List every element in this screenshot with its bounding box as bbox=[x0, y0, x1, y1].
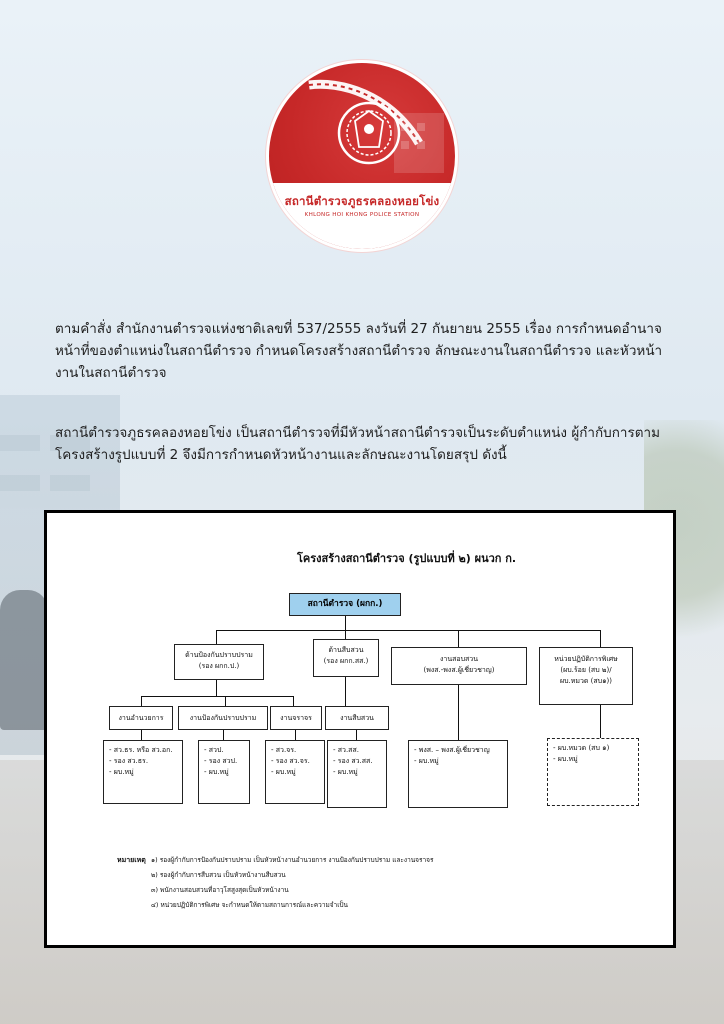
staff-item: - พงส. – พงส.ผู้เชี่ยวชาญ bbox=[414, 746, 490, 754]
connector-line bbox=[600, 705, 601, 738]
division-inquiry bbox=[391, 647, 527, 685]
head-box: สถานีตำรวจ (ผกก.) bbox=[289, 593, 401, 616]
intro-paragraph: ตามคำสั่ง สำนักงานตำรวจแห่งชาติเลขที่ 537/2555 ลงวันที่ 27 กันยายน 2555 เรื่อง การกำหนดอำนาจหน้าที่ของตำแหน่งในสถานีตำรวจ กำหนดโครงสร้างสถานีตำรวจ ลักษณะงานในสถานีตำรวจ และหัวหน้างานในสถานีตำรวจ bbox=[55, 321, 663, 381]
staff-traffic bbox=[265, 740, 325, 804]
connector-line bbox=[295, 730, 296, 740]
staff-item: - รอง สว.ธร. bbox=[109, 757, 149, 765]
staff-item: - รอง สว.จร. bbox=[271, 757, 310, 765]
staff-investigation bbox=[327, 740, 387, 808]
division-prevention-title: ด้านป้องกันปราบปราม bbox=[185, 651, 253, 659]
note-item: ๒) รองผู้กำกับการสืบสวน เป็นหัวหน้างานสืบสวน bbox=[151, 871, 286, 879]
connector-line bbox=[216, 630, 600, 631]
staff-admin bbox=[103, 740, 183, 804]
staff-inquiry bbox=[408, 740, 508, 808]
connector-line bbox=[216, 630, 217, 644]
division-special-ops-head: (ผบ.ร้อย (สบ ๒)/ bbox=[560, 666, 612, 674]
division-inquiry-head: (พงส.-พงส.ผู้เชี่ยวชาญ) bbox=[423, 666, 495, 674]
connector-line bbox=[600, 630, 601, 647]
staff-item: - ผบ.หมวด (สบ ๑) bbox=[553, 744, 610, 752]
division-special-ops bbox=[539, 647, 633, 705]
unit-prevention: งานป้องกันปราบปราม bbox=[178, 706, 268, 730]
division-investigation-head: (รอง ผกก.สส.) bbox=[323, 657, 369, 665]
division-prevention bbox=[174, 644, 264, 680]
staff-item: - ผบ.หมู่ bbox=[414, 757, 439, 765]
unit-admin: งานอำนวยการ bbox=[109, 706, 173, 730]
station-paragraph: สถานีตำรวจภูธรคลองหอยโข่ง เป็นสถานีตำรวจที่มีหัวหน้าสถานีตำรวจเป็นระดับตำแหน่ง ผู้กำกับการตามโครงสร้างรูปแบบที่ 2 จึงมีการกำหนดหัวหน้างานและลักษณะงานโดยสรุป ดังนี้ bbox=[55, 425, 660, 463]
note-item: ๑) รองผู้กำกับการป้องกันปราบปราม เป็นหัวหน้างานอำนวยการ งานป้องกันปราบปราม และงานจราจร bbox=[151, 856, 434, 864]
connector-line bbox=[141, 730, 142, 740]
staff-item: - รอง สว.สส. bbox=[333, 757, 373, 765]
connector-line bbox=[345, 630, 346, 639]
division-special-ops-title: หน่วยปฏิบัติการพิเศษ bbox=[554, 655, 618, 663]
connector-line bbox=[225, 696, 226, 706]
staff-item: - สว.ธร. หรือ สว.อก. bbox=[109, 746, 173, 754]
connector-line bbox=[458, 630, 459, 647]
staff-item: - ผบ.หมู่ bbox=[333, 768, 358, 776]
connector-line bbox=[345, 616, 346, 630]
staff-item: - สวป. bbox=[204, 746, 224, 754]
note-item: ๔) หน่วยปฏิบัติการพิเศษ จะกำหนดให้ตามสถานการณ์และความจำเป็น bbox=[151, 901, 349, 909]
connector-line bbox=[223, 730, 224, 740]
org-chart bbox=[44, 510, 676, 948]
unit-traffic: งานจราจร bbox=[270, 706, 322, 730]
connector-line bbox=[141, 696, 142, 706]
connector-line bbox=[141, 696, 293, 697]
staff-item: - ผบ.หมู่ bbox=[109, 768, 134, 776]
staff-item: - ผบ.หมู่ bbox=[271, 768, 296, 776]
connector-line bbox=[293, 696, 294, 706]
connector-line bbox=[345, 677, 346, 706]
staff-item: - ผบ.หมู่ bbox=[204, 768, 229, 776]
staff-item: - รอง สวป. bbox=[204, 757, 238, 765]
staff-prevention bbox=[198, 740, 250, 804]
background-people bbox=[0, 590, 48, 730]
staff-special-ops bbox=[547, 738, 639, 806]
connector-line bbox=[216, 680, 217, 696]
chart-title: โครงสร้างสถานีตำรวจ (รูปแบบที่ ๒) ผนวก ก. bbox=[297, 552, 517, 565]
division-inquiry-title: งานสอบสวน bbox=[439, 655, 479, 663]
division-investigation bbox=[313, 639, 379, 677]
station-logo bbox=[266, 60, 458, 252]
note-item: ๓) พนักงานสอบสวนที่อาวุโสสูงสุดเป็นหัวหน้างาน bbox=[151, 886, 289, 894]
unit-investigation: งานสืบสวน bbox=[325, 706, 389, 730]
connector-line bbox=[458, 685, 459, 740]
connector-line bbox=[356, 730, 357, 740]
staff-item: - สว.สส. bbox=[333, 746, 359, 754]
staff-item: - ผบ.หมู่ bbox=[553, 755, 578, 763]
division-prevention-head: (รอง ผกก.ป.) bbox=[198, 662, 240, 670]
division-special-ops-head-2: ผบ.หมวด (สบ๑)) bbox=[559, 677, 613, 685]
staff-item: - สว.จร. bbox=[271, 746, 297, 754]
logo-subtitle: KHLONG HOI KHONG POLICE STATION bbox=[304, 212, 420, 218]
notes-label: หมายเหตุ bbox=[117, 856, 146, 864]
division-investigation-title: ด้านสืบสวน bbox=[328, 646, 364, 654]
logo-title: สถานีตำรวจภูธรคลองหอยโข่ง bbox=[284, 194, 440, 208]
